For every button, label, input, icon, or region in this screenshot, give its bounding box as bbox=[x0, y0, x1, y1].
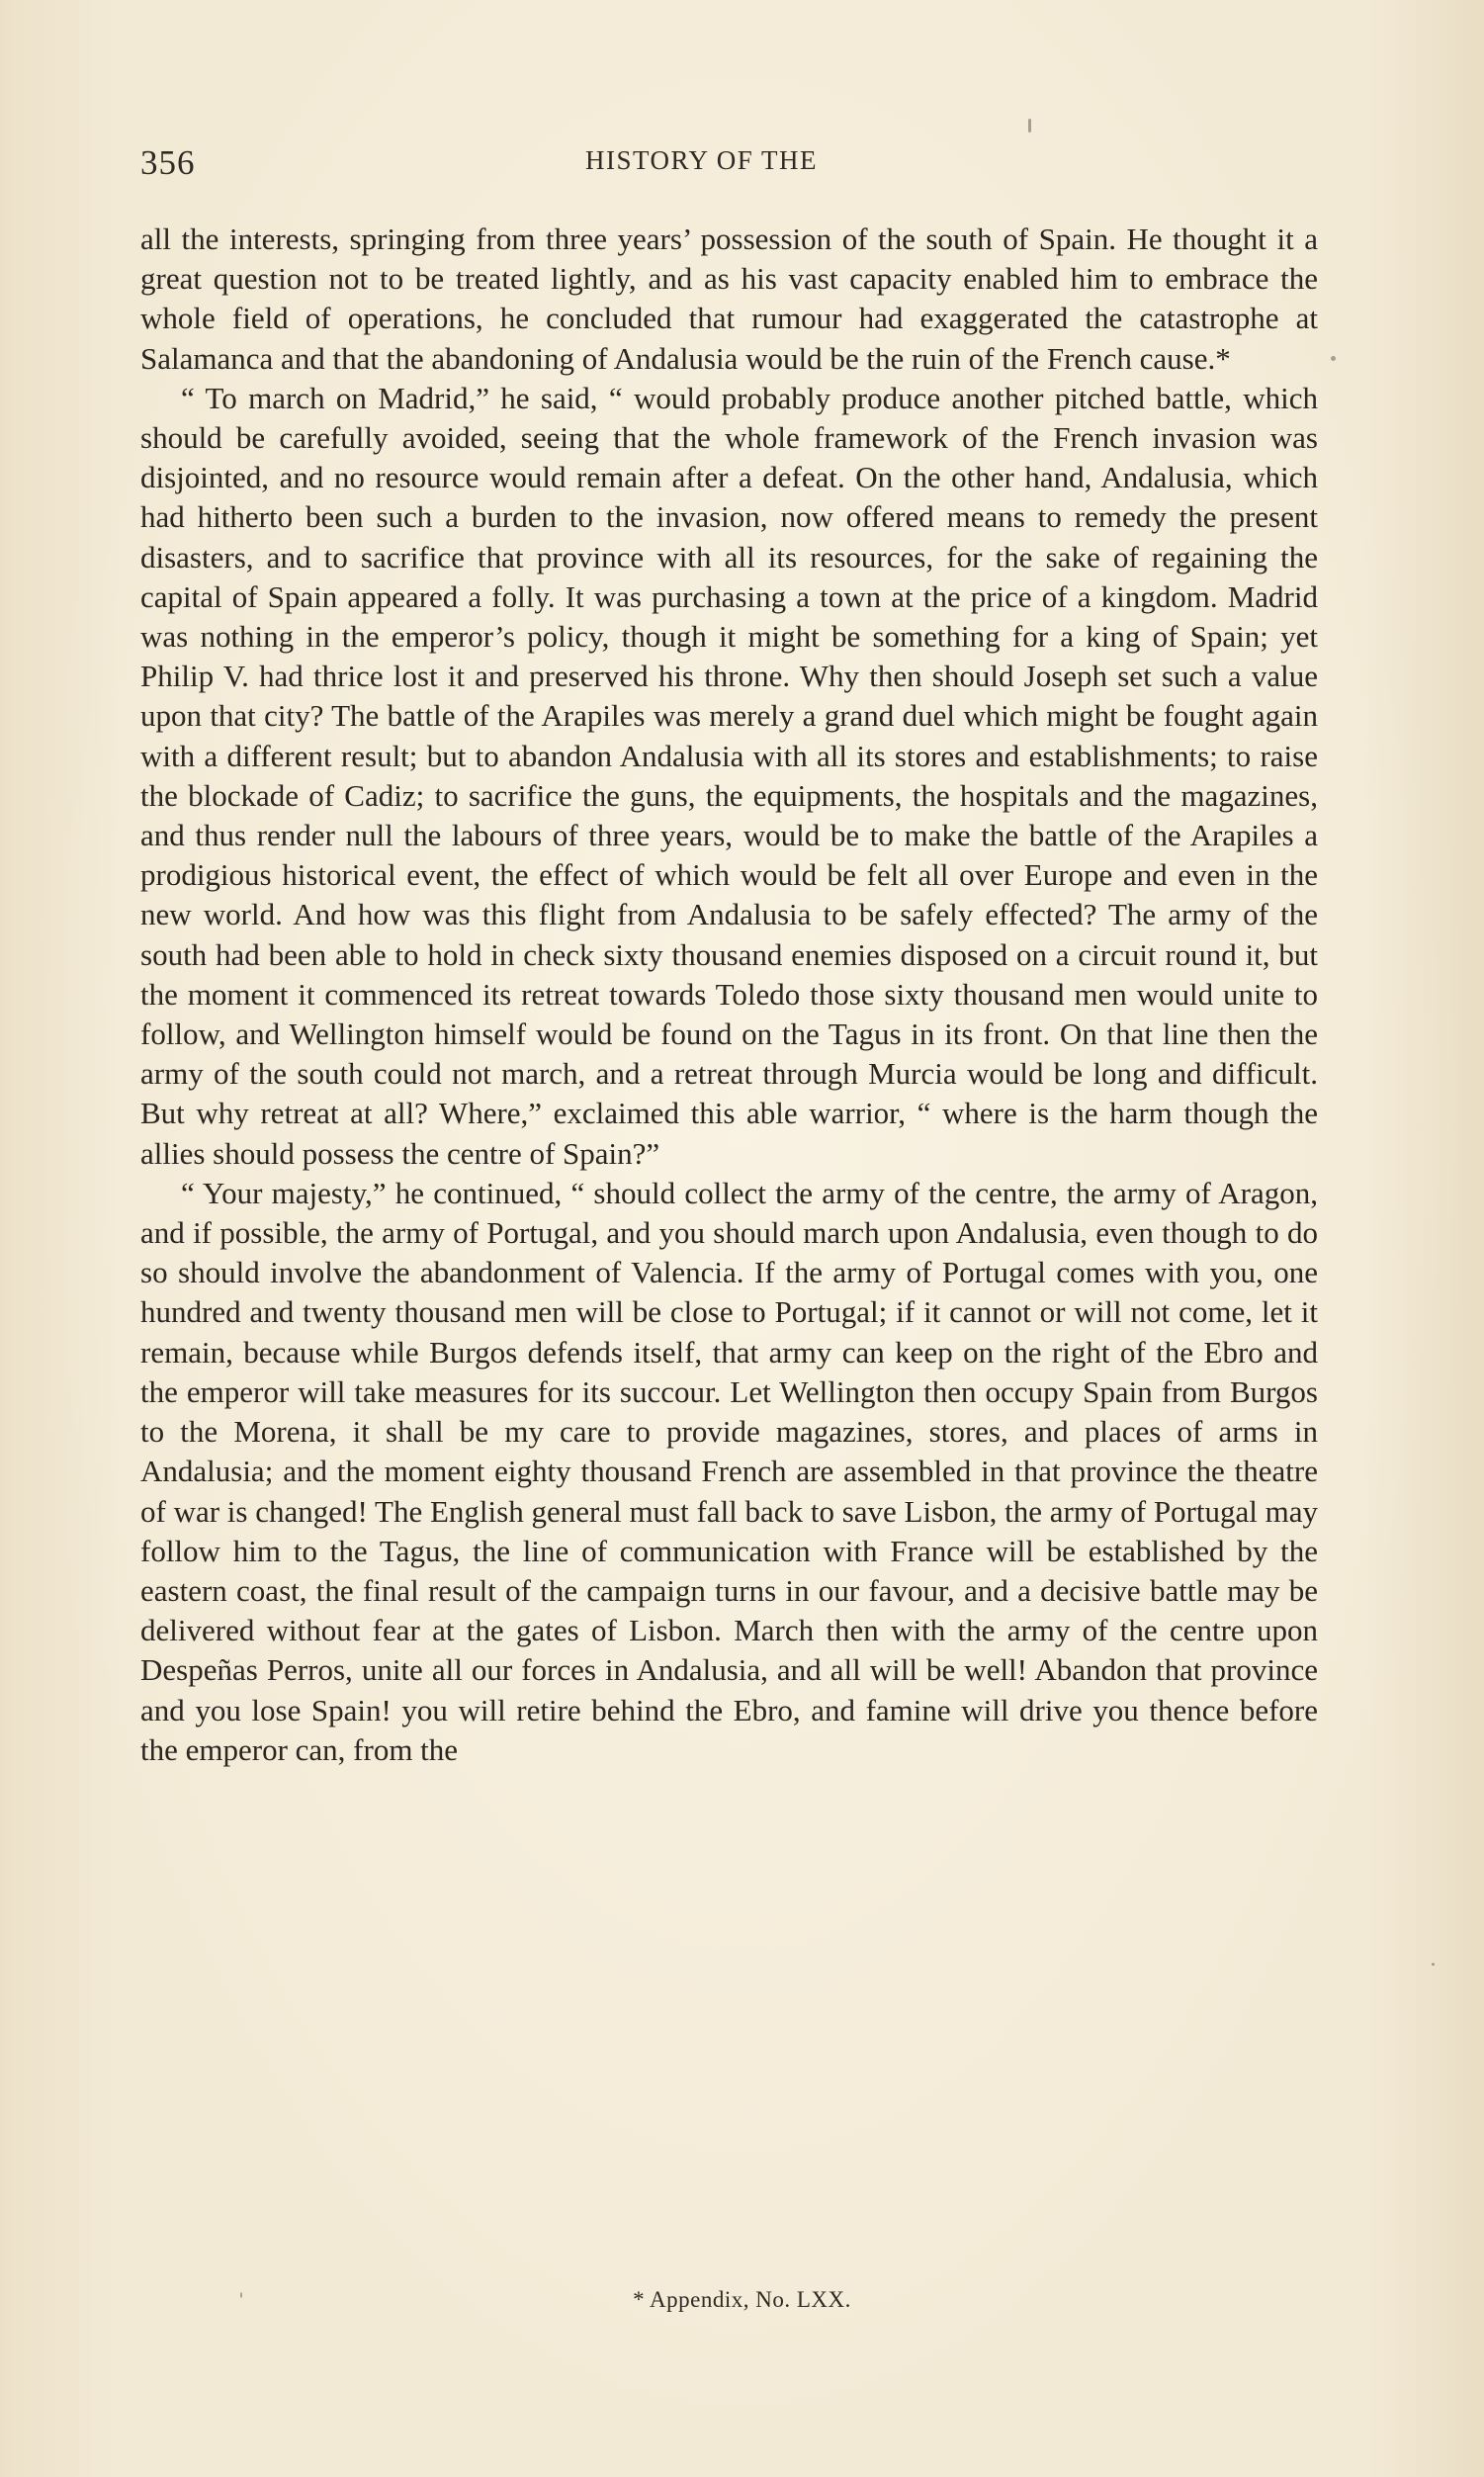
paragraph-1: all the interests, springing from three years’ possession of the south of Spain. He thought it a great question not to be treated lightly, and as his vast capacity enabled him to embrace the whole field of operations, he concluded that rumour had exaggerated the catastrophe at Salamanca and that the abandoning of Andalusia would be the ruin of the French cause.* bbox=[140, 221, 1318, 376]
footnote: * Appendix, No. LXX. bbox=[633, 2287, 851, 2312]
page-number: 356 bbox=[140, 143, 196, 182]
paper-speck bbox=[240, 2292, 242, 2298]
paper-speck bbox=[1028, 119, 1031, 133]
body-text bbox=[140, 220, 1318, 1770]
paper-speck bbox=[1432, 1963, 1435, 1966]
paragraph-3: “ Your majesty,” he continued, “ should collect the army of the centre, the army of Aragon, and if possible, the army of Portugal, and you should march upon Andalusia, even though to do so should involve the abandonment of Valencia. If the army of Portugal comes with you, one hundred and twenty thousand men will be close to Portugal; if it cannot or will not come, let it remain, because while Burgos defends itself, that army can keep on the right of the Ebro and the emperor will take measures for its succour. Let Wellington then occupy Spain from Burgos to the Morena, it shall be my care to provide magazines, stores, and places of arms in Andalusia; and the moment eighty thousand French are assembled in that province the theatre of war is changed! The English general must fall back to save Lisbon, the army of Portugal may follow him to the Tagus, the line of communication with France will be established by the eastern coast, the final result of the campaign turns in our favour, and a decisive battle may be delivered without fear at the gates of Lisbon. March then with the army of the centre upon Despeñas Perros, unite all our forces in Andalusia, and all will be well! Abandon that province and you lose Spain! you will retire behind the Ebro, and famine will drive you thence before the emperor can, from the bbox=[140, 1175, 1318, 1767]
paragraph-2: “ To march on Madrid,” he said, “ would probably produce another pitched battle, which should be carefully avoided, seeing that the whole framework of the French invasion was disjointed, and no resource would remain after a defeat. On the other hand, Andalusia, which had hitherto been such a burden to the invasion, now offered means to remedy the present disasters, and to sacrifice that province with all its resources, for the sake of regaining the capital of Spain appeared a folly. It was purchasing a town at the price of a kingdom. Madrid was nothing in the emperor’s policy, though it might be something for a king of Spain; yet Philip V. had thrice lost it and preserved his throne. Why then should Joseph set such a value upon that city? The battle of the Arapiles was merely a grand duel which might be fought again with a different result; but to abandon Andalusia with all its stores and establishments; to raise the blockade of Cadiz; to sacrifice the guns, the equipments, the hospitals and the magazines, and thus render null the labours of three years, would be to make the battle of the Arapiles a prodigious historical event, the effect of which would be felt all over Europe and even in the new world. And how was this flight from Andalusia to be safely effected? The army of the south had been able to hold in check sixty thousand enemies disposed on a circuit round it, but the moment it commenced its retreat towards Toledo those sixty thousand men would unite to follow, and Wellington himself would be found on the Tagus in its front. On that line then the army of the south could not march, and a retreat through Murcia would be long and difficult. But why retreat at all? Where,” exclaimed this able warrior, “ where is the harm though the allies should possess the centre of Spain?” bbox=[140, 380, 1318, 1171]
running-head: HISTORY OF THE bbox=[585, 145, 819, 175]
paper-speck bbox=[1331, 356, 1336, 361]
page-header bbox=[140, 143, 1327, 183]
